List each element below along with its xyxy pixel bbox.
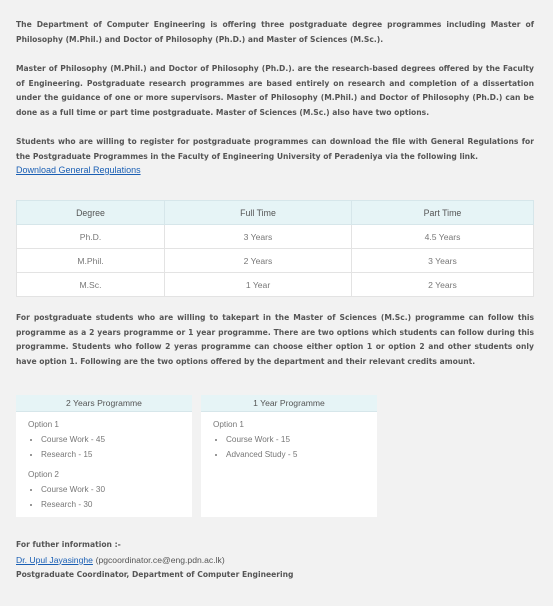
contact-info [16,538,294,583]
option-label: Option 1 [28,420,59,429]
one-year-programme-card [201,395,377,517]
table-header-row [17,201,534,225]
intro-paragraph: The Department of Computer Engineering is offering three postgraduate degree programmes including Master of Philosophy (M.Phil.) and Doctor of Philosophy (Ph.D.) and Master of Sciences (M.Sc.). [16,20,534,44]
option-list [213,433,377,462]
table-cell: Ph.D. [17,225,165,249]
column-header: Full Time [165,201,352,225]
table-cell: 2 Years [165,249,352,273]
degree-duration-table [16,200,534,297]
list-item: • Course Work - 30 [41,483,192,498]
contact-heading: For futher information :- [16,540,121,549]
table-cell: 4.5 Years [352,225,534,249]
option-label: Option 2 [28,470,59,479]
coordinator-role: Postgraduate Coordinator, Department of Computer Engineering [16,570,294,580]
table-row [17,249,534,273]
download-regulations-link[interactable]: Download General Regulations [16,165,141,175]
table-cell: M.Sc. [17,273,165,297]
table-cell: 3 Years [165,225,352,249]
column-header: Part Time [352,201,534,225]
table-cell: 2 Years [352,273,534,297]
list-item: • Course Work - 15 [226,433,377,448]
coordinator-name-link[interactable]: Dr. Upul Jayasinghe [16,554,93,565]
coordinator-email: (pgcoordinator.ce@eng.pdn.ac.lk) [95,554,225,565]
column-header: Degree [17,201,165,225]
option-label: Option 1 [213,420,244,429]
table-row [17,225,534,249]
msc-paragraph: For postgraduate students who are willing to takepart in the Master of Sciences (M.Sc.) programme can follow this programme as a 2 years programme or 1 year programme. There are two options which students can follow during this programme. Students who follow 2 yeras programme can choose either option 1 or option 2 and other students only have option 1. Following are the two options offered by the department and their relevant credits amount. [16,313,534,367]
card-title: 2 Years Programme [16,395,192,412]
table-cell: 1 Year [165,273,352,297]
option-list [28,483,192,512]
list-item: • Advanced Study - 5 [226,448,377,463]
contact-line [16,553,294,569]
table-row [17,273,534,297]
list-item: • Research - 15 [41,448,192,463]
list-item: • Research - 30 [41,498,192,513]
card-title: 1 Year Programme [201,395,377,412]
option-list [28,433,192,462]
table-cell: M.Phil. [17,249,165,273]
two-year-programme-card [16,395,192,517]
research-degrees-paragraph: Master of Philosophy (M.Phil.) and Doctor of Philosophy (Ph.D.). are the research-based degrees offered by the Faculty of Engineering. Postgraduate research programmes are based entirely on research and completion of a dissertation under the guidance of one or more supervisors. Master of Philosophy (M.Phil.) and Doctor of Philosophy (Ph.D.) can be done as a full time or part time postgraduate. Master of Sciences (M.Sc.) also have two options. [16,64,534,118]
table-cell: 3 Years [352,249,534,273]
registration-paragraph: Students who are willing to register for postgraduate programmes can download the file with General Regulations for the Postgraduate Programmes in the Faculty of Engineering University of Peradeniya via the following link. [16,137,534,161]
list-item: • Course Work - 45 [41,433,192,448]
